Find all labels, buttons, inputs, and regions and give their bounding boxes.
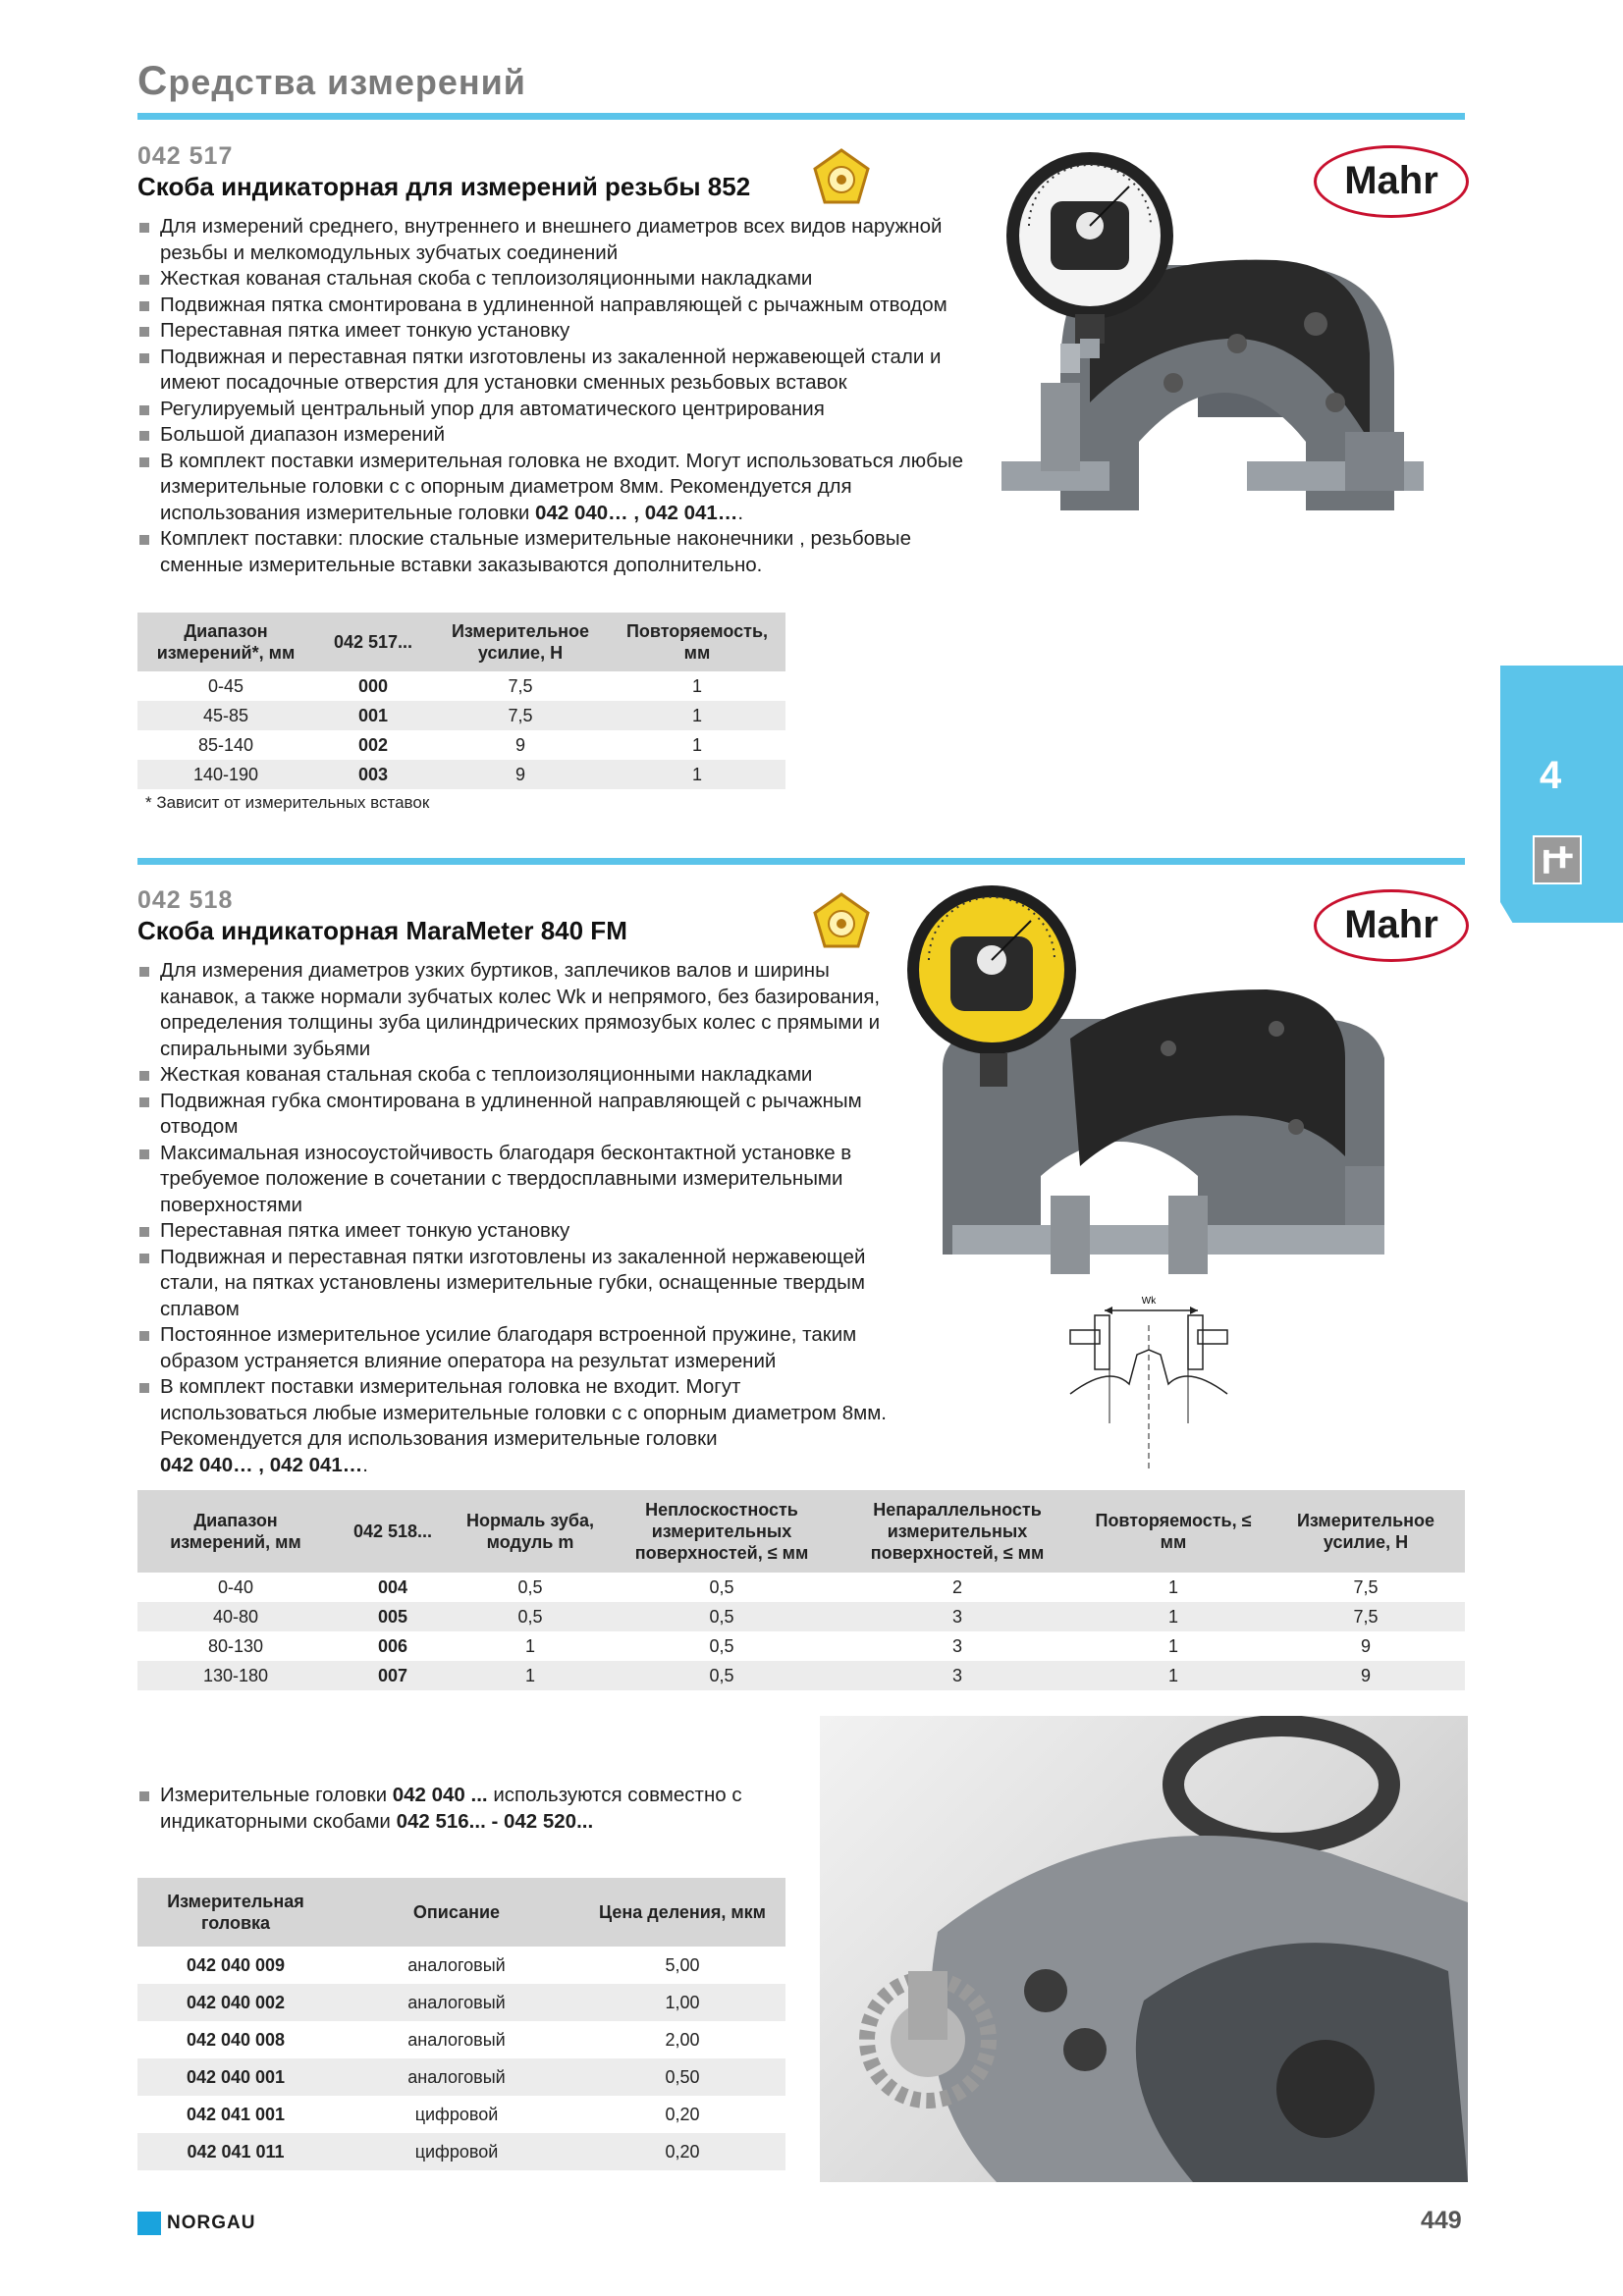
feature-item: Переставная пятка имеет тонкую установку xyxy=(137,1218,893,1245)
thread-snap-gauge-image xyxy=(982,147,1443,520)
column-header: Повторяемость, мм xyxy=(609,613,785,671)
feature-item: Большой диапазон измерений xyxy=(137,422,982,449)
marameter-gauge-image xyxy=(884,881,1394,1286)
chapter-number: 4 xyxy=(1540,754,1562,797)
feature-item: Переставная пятка имеет тонкую установку xyxy=(137,318,982,345)
feature-item: Для измерений среднего, внутреннего и внешнего диаметров всех видов наружной резьбы и мелкомодульных зубчатых соединений xyxy=(137,214,982,266)
column-header: Нормаль зуба, модуль m xyxy=(452,1490,609,1573)
norgau-logo: NORGAU xyxy=(167,2213,256,2233)
table-row: 85-140 002 9 1 xyxy=(197,734,702,755)
feature-item: Подвижная губка смонтирована в удлиненной направляющей с рычажным отводом xyxy=(137,1089,893,1141)
mahr-logo: Mahr xyxy=(1314,145,1469,218)
table-row: 80-130 006 1 0,5 3 1 9 xyxy=(207,1635,1371,1656)
column-header: Диапазон измерений*, мм xyxy=(137,613,314,671)
table-row: 042 040 009 аналоговый 5,00 xyxy=(186,1954,700,1975)
marameter-closeup-image xyxy=(820,1716,1468,2182)
column-header: Неплоскостность измерительных поверхностей, ≤ мм xyxy=(609,1490,835,1573)
table-row: 0-40 004 0,5 0,5 2 1 7,5 xyxy=(217,1576,1379,1597)
page-number: 449 xyxy=(1421,2207,1462,2234)
table-row: 130-180 007 1 0,5 3 1 9 xyxy=(137,1661,1465,1690)
feature-item: Жесткая кованая стальная скоба с теплоизоляционными накладками xyxy=(137,266,982,293)
column-header: Измерительное усилие, Н xyxy=(432,613,609,671)
product-photo xyxy=(820,1716,1468,2182)
product-title: Скоба индикаторная MaraMeter 840 FM xyxy=(137,916,627,945)
table-row: 40-80 005 0,5 0,5 3 1 7,5 xyxy=(137,1602,1465,1631)
column-header: 042 518... xyxy=(334,1490,452,1573)
feature-item: Подвижная пятка смонтирована в удлиненной направляющей с рычажным отводом xyxy=(137,293,982,319)
compatibility-note xyxy=(137,1783,766,1835)
norgau-logo-icon xyxy=(137,2212,161,2235)
column-header: Описание xyxy=(334,1878,579,1947)
table-row: 042 040 001 аналоговый 0,50 xyxy=(137,2058,785,2096)
feature-item: Жесткая кованая стальная скоба с теплоизоляционными накладками xyxy=(137,1062,893,1089)
section-rule xyxy=(137,858,1465,865)
table-row: 042 040 008 аналоговый 2,00 xyxy=(186,2029,700,2050)
column-header: 042 517... xyxy=(314,613,432,671)
column-header: Измерительное усилие, Н xyxy=(1267,1490,1465,1573)
product-title: Скоба индикаторная для измерений резьбы 852 xyxy=(137,172,751,201)
feature-list xyxy=(137,958,893,1478)
feature-item: В комплект поставки измерительная головка не входит. Могут использоваться любые измерительные головки с с опорным диаметром 8мм. Рекомендуется для использования измерительные головки 042 040… , 042 041…. xyxy=(137,449,982,527)
feature-item: Регулируемый центральный упор для автоматического центрирования xyxy=(137,397,982,423)
table-row: 45-85 001 7,5 1 xyxy=(137,701,785,730)
column-header: Измерительная головка xyxy=(137,1878,334,1947)
column-header: Цена деления, мкм xyxy=(579,1878,785,1947)
feature-item: Для измерения диаметров узких буртиков, заплечиков валов и ширины канавок, а также нормали зубчатых колес Wk и непрямого, без базирования, определения толщины зуба цилиндрических прямозубых колес с прямыми и спиральными зубьями xyxy=(137,958,893,1062)
mahr-logo: Mahr xyxy=(1314,889,1469,962)
quality-badge-icon xyxy=(811,147,872,208)
page-title: Средства измерений xyxy=(137,57,526,103)
feature-item: В комплект поставки измерительная головка не входит. Могут использоваться любые измерительные головки с с опорным диаметром 8мм. Рекомендуется для использования измерительные головки 042 040… , 042 041…. xyxy=(137,1374,893,1478)
table-row: 042 041 011 цифровой 0,20 xyxy=(137,2133,785,2170)
table-row: 0-45 000 7,5 1 xyxy=(207,675,702,696)
header-rule xyxy=(137,113,1465,120)
feature-item: Подвижная и переставная пятки изготовлены из закаленной нержавеющей стали, на пятках установлены измерительные губки, оснащенные твердым сплавом xyxy=(137,1245,893,1323)
feature-list xyxy=(137,214,982,578)
indicator-heads-table xyxy=(137,1878,785,2170)
column-header: Непараллельность измерительных поверхностей, ≤ мм xyxy=(835,1490,1080,1573)
feature-item: Комплект поставки: плоские стальные измерительные наконечники , резьбовые сменные измерительные вставки заказываются дополнительно. xyxy=(137,526,982,578)
product-code: 042 517 xyxy=(137,142,234,170)
wk-label: Wk xyxy=(1141,1296,1157,1307)
quality-badge-icon xyxy=(811,891,872,952)
column-header: Повторяемость, ≤ мм xyxy=(1080,1490,1267,1573)
product-code: 042 518 xyxy=(137,886,234,914)
feature-item: Постоянное измерительное усилие благодаря встроенной пружине, таким образом устраняется влияние оператора на результат измерений xyxy=(137,1322,893,1374)
specs-table-042-517 xyxy=(137,613,785,789)
feature-item: Подвижная и переставная пятки изготовлены из закаленной нержавеющей стали и имеют посадочные отверстия для установки сменных резьбовых вставок xyxy=(137,345,982,397)
specs-table-042-518 xyxy=(137,1490,1465,1690)
table-footnote: * Зависит от измерительных вставок xyxy=(145,793,430,812)
table-row: 140-190 003 9 1 xyxy=(137,760,785,789)
table-row: 042 040 002 аналоговый 1,00 xyxy=(137,1984,785,2021)
note-item: Измерительные головки 042 040 ... используются совместно с индикаторными скобами 042 516... - 042 520... xyxy=(137,1783,766,1835)
caliper-icon xyxy=(1533,835,1582,884)
table-row: 042 041 001 цифровой 0,20 xyxy=(186,2104,700,2124)
column-header: Диапазон измерений, мм xyxy=(137,1490,334,1573)
feature-item: Максимальная износоустойчивость благодаря бесконтактной установке в требуемое положение в сочетании с твердосплавными измерительными поверхностями xyxy=(137,1141,893,1219)
gear-measurement-diagram xyxy=(1051,1286,1247,1472)
